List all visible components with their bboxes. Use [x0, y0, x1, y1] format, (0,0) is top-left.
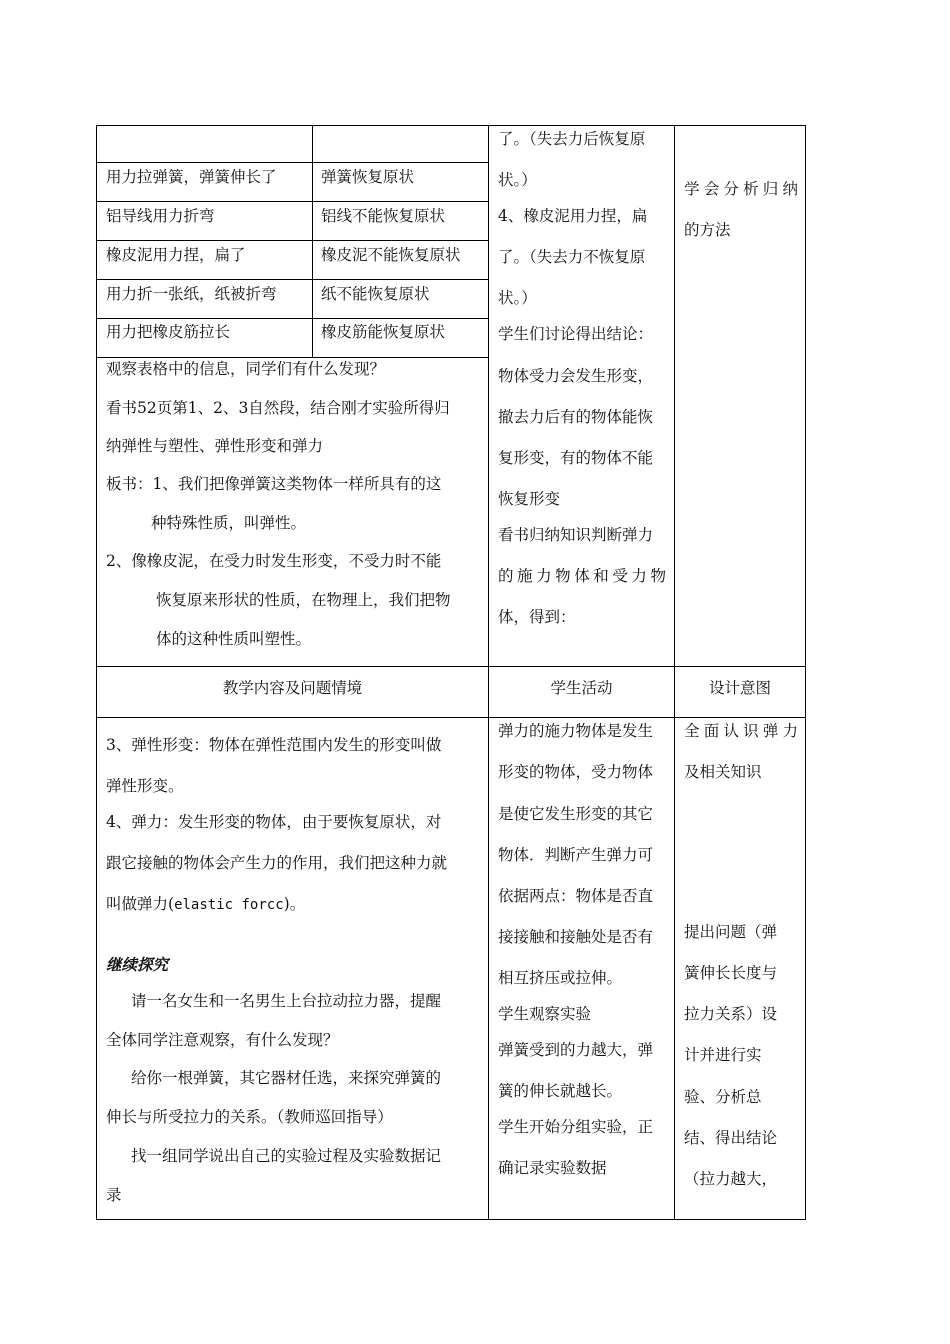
- inner-row-0-result: [312, 125, 489, 163]
- top-mid-line-4: 状。）: [498, 289, 537, 307]
- elastic-prefix: 叫做弹力(: [106, 895, 175, 913]
- top-mid-line-6: 物体受力会发生形变，: [498, 367, 654, 385]
- top-mid-line-7: 撤去力后有的物体能恢: [498, 408, 654, 426]
- top-mid-line-5: 学生们讨论得出结论：: [498, 325, 654, 343]
- top-mid-line-12: 体，得到：: [498, 608, 576, 626]
- bottom-left-line-3: 跟它接触的物体会产生力的作用，我们把这种力就: [106, 854, 448, 872]
- bottom-mid-line-0: 弹力的施力物体是发生: [498, 722, 654, 740]
- bottom-left-line-7: 给你一根弹簧，其它器材任选，来探究弹簧的: [131, 1069, 442, 1087]
- bottom-mid-line-10: 学生开始分组实验，正: [498, 1118, 654, 1136]
- bottom-right-line-3: 簧伸长长度与: [684, 964, 778, 982]
- inner-row-5-result-text: 橡皮筋能恢复原状: [321, 323, 446, 341]
- bottom-left-line-0: 3、弹性形变：物体在弹性范围内发生的形变叫做: [106, 736, 442, 754]
- top-mid-line-8: 复形变，有的物体不能: [498, 449, 654, 467]
- inner-row-1-result-text: 弹簧恢复原状: [321, 168, 415, 186]
- bottom-right-line-1: 及相关知识: [684, 763, 762, 781]
- bottom-mid-line-6: 相互挤压或拉伸。: [498, 969, 623, 987]
- inner-row-4-result-text: 纸不能恢复原状: [321, 285, 430, 303]
- bottom-mid-line-9: 簧的伸长就越长。: [498, 1082, 623, 1100]
- elastic-suffix: )。: [283, 895, 306, 913]
- inner-row-1-action-text: 用力拉弹簧，弹簧伸长了: [106, 168, 277, 186]
- bottom-mid-line-7: 学生观察实验: [498, 1005, 592, 1023]
- bottom-left-line-6: 全体同学注意观察，有什么发现？: [106, 1031, 339, 1049]
- inner-row-0-action: [96, 125, 313, 163]
- bottom-left-elastic-line: [106, 894, 305, 915]
- top-mid-line-11: 的施力物体和受力物: [498, 567, 666, 585]
- top-mid-line-0: 了。（失去力后恢复原: [498, 130, 646, 148]
- continue-explore-heading: 继续探究: [106, 955, 169, 974]
- bottom-right-line-0: 全面认识弹力: [684, 722, 798, 740]
- bottom-mid-line-2: 是使它发生形变的其它: [498, 805, 654, 823]
- bottom-left-line-1: 弹性形变。: [106, 777, 184, 795]
- bottom-right-line-7: 结、得出结论: [684, 1129, 778, 1147]
- bottom-right-line-6: 验、分析总: [684, 1088, 762, 1106]
- bottom-left-line-8: 伸长与所受拉力的关系。（教师巡回指导）: [106, 1108, 393, 1126]
- bottom-right-line-4: 拉力关系）设: [684, 1005, 778, 1023]
- bottom-mid-line-1: 形变的物体，受力物体: [498, 763, 654, 781]
- top-left-line-7: 体的这种性质叫塑性。: [156, 630, 312, 648]
- top-left-line-0: 观察表格中的信息，同学们有什么发现？: [106, 360, 386, 378]
- top-left-line-5: 2、像橡皮泥，在受力时发生形变，不受力时不能: [106, 552, 442, 570]
- inner-row-3-action-text: 橡皮泥用力捏，扁了: [106, 246, 246, 264]
- bottom-left-line-9: 找一组同学说出自己的实验过程及实验数据记: [131, 1147, 442, 1165]
- bottom-mid-line-8: 弹簧受到的力越大，弹: [498, 1041, 654, 1059]
- top-right-cell: [674, 125, 806, 667]
- header-content-label: 教学内容及问题情境: [222, 679, 363, 697]
- top-left-line-6: 恢复原来形状的性质，在物理上，我们把物: [156, 591, 451, 609]
- top-left-line-4: 种特殊性质，叫弹性。: [151, 514, 307, 532]
- top-mid-line-9: 恢复形变: [498, 490, 561, 508]
- top-mid-line-2: 4、橡皮泥用力捏，扁: [498, 207, 648, 225]
- header-intent-label: 设计意图: [708, 679, 771, 697]
- bottom-right-line-8: （拉力越大，: [684, 1170, 778, 1188]
- top-left-line-2: 纳弹性与塑性、弹性形变和弹力: [106, 437, 324, 455]
- inner-row-5-action-text: 用力把橡皮筋拉长: [106, 323, 231, 341]
- inner-row-2-result-text: 铝线不能恢复原状: [321, 207, 446, 225]
- top-mid-line-10: 看书归纳知识判断弹力: [498, 526, 654, 544]
- bottom-right-line-5: 计并进行实: [684, 1046, 762, 1064]
- top-left-line-3: 板书：1、我们把像弹簧这类物体一样所具有的这: [106, 475, 442, 493]
- bottom-right-line-2: 提出问题（弹: [684, 923, 778, 941]
- bottom-left-line-5: 请一名女生和一名男生上台拉动拉力器，提醒: [131, 992, 442, 1010]
- inner-row-3-result-text: 橡皮泥不能恢复原状: [321, 246, 461, 264]
- bottom-left-line-2: 4、弹力：发生形变的物体，由于要恢复原状，对: [106, 813, 442, 831]
- top-right-line-1: 的方法: [684, 221, 731, 239]
- bottom-mid-line-3: 物体．判断产生弹力可: [498, 846, 654, 864]
- top-right-line-0: 学会分析归纳: [684, 180, 798, 198]
- bottom-mid-line-4: 依据两点：物体是否直: [498, 887, 654, 905]
- top-mid-line-1: 状。）: [498, 171, 537, 189]
- bottom-left-line-10: 录: [106, 1186, 122, 1204]
- header-activity-label: 学生活动: [550, 679, 613, 697]
- bottom-mid-line-5: 接接触和接触处是否有: [498, 928, 654, 946]
- top-mid-line-3: 了。（失去力不恢复原: [498, 248, 646, 266]
- inner-row-4-action-text: 用力折一张纸，纸被折弯: [106, 285, 277, 303]
- top-left-line-1: 看书52页第1、2、3自然段，结合刚才实验所得归: [106, 399, 450, 417]
- elastic-english: elastic forcc: [174, 897, 284, 913]
- bottom-mid-line-11: 确记录实验数据: [498, 1159, 607, 1177]
- inner-row-2-action-text: 铝导线用力折弯: [106, 207, 215, 225]
